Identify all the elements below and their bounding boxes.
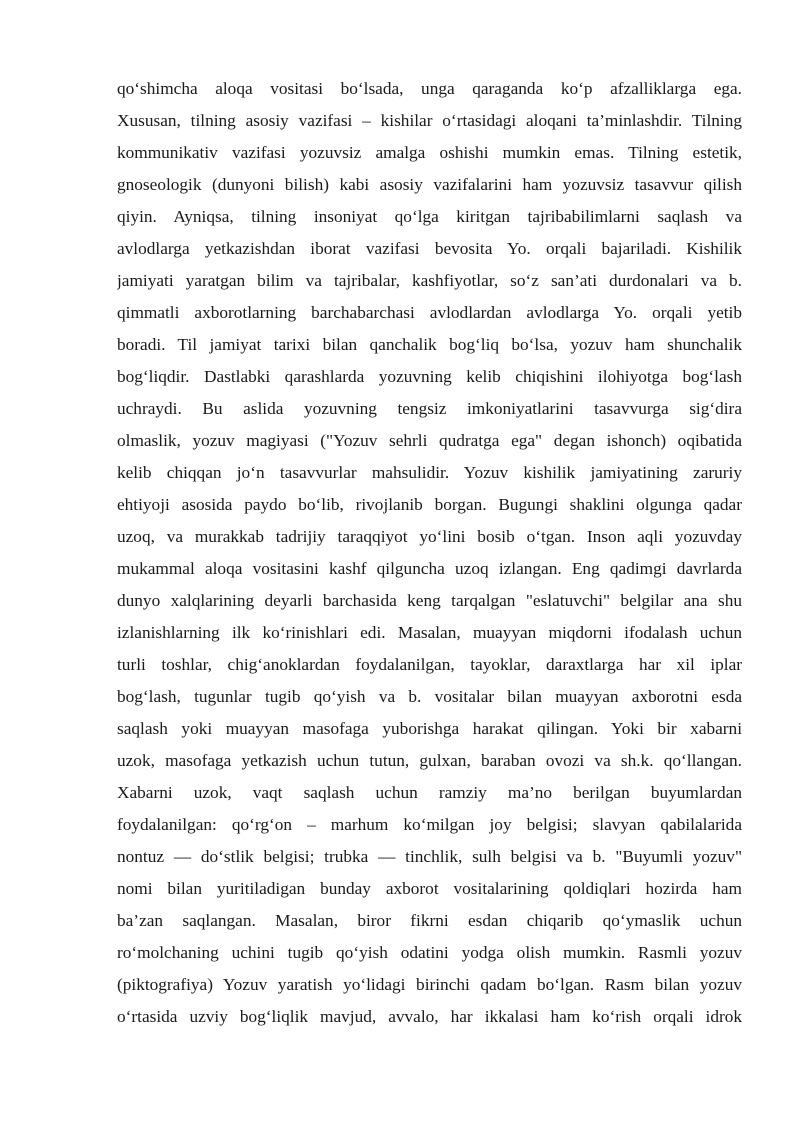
text-line: kelib chiqqan jo‘n tasavvurlar mahsulidir. Yozuv kishilik jamiyatining zaruriy <box>117 463 742 482</box>
text-line: ehtiyoji asosida paydo bo‘lib, rivojlanib borgan. Bugungi shaklini olgunga qadar <box>117 495 742 514</box>
text-line: jamiyati yaratgan bilim va tajribalar, kashfiyotlar, so‘z san’ati durdonalari va b. <box>117 271 742 290</box>
text-line: foydalanilgan: qo‘rg‘on – marhum ko‘milgan joy belgisi; slavyan qabilalarida <box>117 815 742 834</box>
text-line: nontuz — do‘stlik belgisi; trubka — tinchlik, sulh belgisi va b. "Buyumli yozuv" <box>117 847 742 866</box>
text-line: izlanishlarning ilk ko‘rinishlari edi. Masalan, muayyan miqdorni ifodalash uchun <box>117 623 742 642</box>
body-paragraph <box>117 73 742 1033</box>
text-line: bog‘lash, tugunlar tugib qo‘yish va b. vositalar bilan muayyan axborotni esda <box>117 687 742 706</box>
text-line: mukammal aloqa vositasini kashf qilguncha uzoq izlangan. Eng qadimgi davrlarda <box>117 559 742 578</box>
text-line: avlodlarga yetkazishdan iborat vazifasi bevosita Yo. orqali bajariladi. Kishilik <box>117 239 742 258</box>
text-line: kommunikativ vazifasi yozuvsiz amalga oshishi mumkin emas. Tilning estetik, <box>117 143 742 162</box>
text-line: Xabarni uzok, vaqt saqlash uchun ramziy ma’no berilgan buyumlardan <box>117 783 742 802</box>
text-line: turli toshlar, chig‘anoklardan foydalanilgan, tayoklar, daraxtlarga har xil iplar <box>117 655 742 674</box>
text-line: qiyin. Ayniqsa, tilning insoniyat qo‘lga kiritgan tajribabilimlarni saqlash va <box>117 207 742 226</box>
text-line: nomi bilan yuritiladigan bunday axborot vositalarining qoldiqlari hozirda ham <box>117 879 742 898</box>
text-line: uzok, masofaga yetkazish uchun tutun, gulxan, baraban ovozi va sh.k. qo‘llangan. <box>117 751 742 770</box>
text-line: dunyo xalqlarining deyarli barchasida keng tarqalgan "eslatuvchi" belgilar ana shu <box>117 591 742 610</box>
text-line: qimmatli axborotlarning barchabarchasi avlodlardan avlodlarga Yo. orqali yetib <box>117 303 742 322</box>
text-line: o‘rtasida uzviy bog‘liqlik mavjud, avvalo, har ikkalasi ham ko‘rish orqali idrok <box>117 1007 742 1026</box>
text-line: boradi. Til jamiyat tarixi bilan qanchalik bog‘liq bo‘lsa, yozuv ham shunchalik <box>117 335 742 354</box>
text-line: uchraydi. Bu aslida yozuvning tengsiz imkoniyatlarini tasavvurga sig‘dira <box>117 399 742 418</box>
text-line: saqlash yoki muayyan masofaga yuborishga harakat qilingan. Yoki bir xabarni <box>117 719 742 738</box>
text-line: gnoseologik (dunyoni bilish) kabi asosiy vazifalarini ham yozuvsiz tasavvur qilish <box>117 175 742 194</box>
text-line: olmaslik, yozuv magiyasi ("Yozuv sehrli qudratga ega" degan ishonch) oqibatida <box>117 431 742 450</box>
text-line: qo‘shimcha aloqa vositasi bo‘lsada, unga qaraganda ko‘p afzalliklarga ega. <box>117 79 742 98</box>
text-line: uzoq, va murakkab tadrijiy taraqqiyot yo‘lini bosib o‘tgan. Inson aqli yozuvday <box>117 527 742 546</box>
text-line: bog‘liqdir. Dastlabki qarashlarda yozuvning kelib chiqishini ilohiyotga bog‘lash <box>117 367 742 386</box>
text-line: Xususan, tilning asosiy vazifasi – kishilar o‘rtasidagi aloqani ta’minlashdir. Tilning <box>117 111 742 130</box>
text-line: (piktografiya) Yozuv yaratish yo‘lidagi birinchi qadam bo‘lgan. Rasm bilan yozuv <box>117 975 742 994</box>
text-line: ba’zan saqlangan. Masalan, biror fikrni esdan chiqarib qo‘ymaslik uchun <box>117 911 742 930</box>
text-line: ro‘molchaning uchini tugib qo‘yish odatini yodga olish mumkin. Rasmli yozuv <box>117 943 742 962</box>
